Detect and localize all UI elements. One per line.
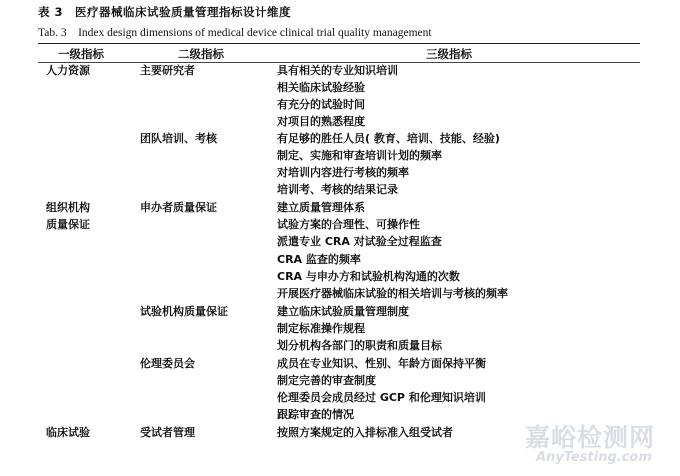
level1-cell: 质量保证 xyxy=(46,218,90,231)
header-level1: 一级指标 xyxy=(58,47,104,61)
level2-cell: 申办者质量保证 xyxy=(140,201,217,214)
level3-cell: 按照方案规定的入排标准入组受试者 xyxy=(277,426,453,439)
level2-cell: 团队培训、考核 xyxy=(140,132,217,145)
level3-cell: 建立质量管理体系 xyxy=(277,201,365,214)
level2-cell: 主要研究者 xyxy=(140,64,195,77)
header-level2: 二级指标 xyxy=(178,47,224,61)
table-caption-cn: 表 3 医疗器械临床试验质量管理指标设计维度 xyxy=(38,5,292,19)
level3-cell: 有充分的试验时间 xyxy=(277,98,365,111)
level3-cell: 划分机构各部门的职责和质量目标 xyxy=(277,339,442,352)
level3-cell: 培训考、考核的结果记录 xyxy=(277,183,398,196)
level1-cell: 组织机构 xyxy=(46,201,90,214)
level1-cell: 人力资源 xyxy=(46,64,90,77)
level3-cell: 跟踪审查的情况 xyxy=(277,408,354,421)
level2-cell: 试验机构质量保证 xyxy=(140,305,228,318)
level3-cell: CRA 监查的频率 xyxy=(277,253,361,266)
level3-cell: 制定、实施和审查培训计划的频率 xyxy=(277,149,442,162)
level3-cell: 伦理委员会成员经过 GCP 和伦理知识培训 xyxy=(277,391,486,404)
watermark-en: AnyTesting.com xyxy=(536,450,652,465)
table-top-rule xyxy=(38,43,640,44)
level3-cell: 派遣专业 CRA 对试验全过程监查 xyxy=(277,235,442,248)
level3-cell: 开展医疗器械临床试验的相关培训与考核的频率 xyxy=(277,287,508,300)
level3-cell: 成员在专业知识、性别、年龄方面保持平衡 xyxy=(277,357,486,370)
level3-cell: 制定标准操作规程 xyxy=(277,322,365,335)
level3-cell: 对培训内容进行考核的频率 xyxy=(277,166,409,179)
level3-cell: 具有相关的专业知识培训 xyxy=(277,64,398,77)
level2-cell: 受试者管理 xyxy=(140,426,195,439)
level3-cell: 制定完善的审查制度 xyxy=(277,374,376,387)
level3-cell: 试验方案的合理性、可操作性 xyxy=(277,218,420,231)
level2-cell: 伦理委员会 xyxy=(140,357,195,370)
level3-cell: 有足够的胜任人员( 教育、培训、技能、经验) xyxy=(277,132,500,145)
level3-cell: CRA 与申办方和试验机构沟通的次数 xyxy=(277,270,460,283)
table-caption-en: Tab. 3 Index design dimensions of medical device clinical trial quality management xyxy=(38,27,432,39)
level3-cell: 建立临床试验质量管理制度 xyxy=(277,305,409,318)
level3-cell: 对项目的熟悉程度 xyxy=(277,115,365,128)
level3-cell: 相关临床试验经验 xyxy=(277,81,365,94)
level1-cell: 临床试验 xyxy=(46,426,90,439)
watermark-cn: 嘉峪检测网 xyxy=(525,423,656,452)
header-level3: 三级指标 xyxy=(426,47,472,61)
